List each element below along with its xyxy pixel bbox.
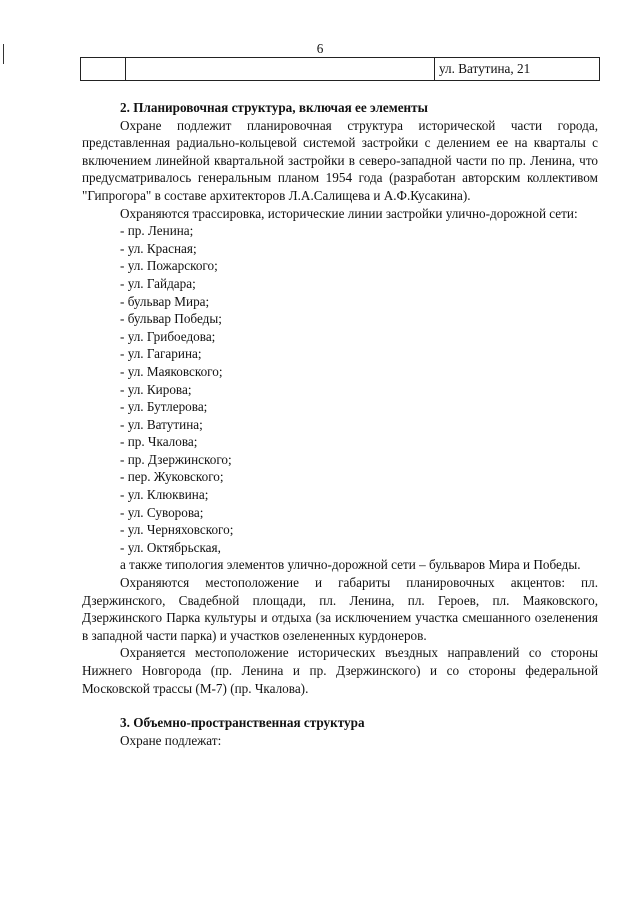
list-item: - ул. Маяковского; <box>120 363 223 379</box>
list-item: - ул. Октябрьская, <box>120 539 221 555</box>
list-item: - ул. Гайдара; <box>120 275 196 291</box>
list-item: - ул. Суворова; <box>120 504 204 520</box>
table-row <box>81 58 600 81</box>
section-2-heading: 2. Планировочная структура, включая ее элементы <box>120 100 428 115</box>
section-spacer <box>82 697 598 714</box>
list-item: - ул. Красная; <box>120 240 197 256</box>
list-item: - пр. Дзержинского; <box>120 451 232 467</box>
table-cell-name <box>126 58 435 81</box>
list-item: - ул. Кирова; <box>120 381 192 397</box>
section-2-paragraph-4: Охраняются местоположение и габариты планировочных акцентов: пл. Дзержинского, Свадебной площади, пл. Ленина, пл. Героев, пл. Маяковского, Дзержинского Парка культуры и отдыха (за исключением участка смешанного озеленения в западной части парка) и участков озелененных курдонеров. <box>82 575 598 643</box>
section-3-heading: 3. Объемно-пространственная структура <box>120 715 365 731</box>
list-item: - ул. Пожарского; <box>120 258 218 274</box>
table-cell-address: ул. Ватутина, 21 <box>435 58 600 81</box>
section-2-paragraph-2: Охраняются трассировка, исторические линии застройки улично-дорожной сети: <box>120 205 578 221</box>
streets-list <box>82 222 598 556</box>
document-body <box>82 99 598 749</box>
list-item: - пр. Чкалова; <box>120 434 198 450</box>
list-item: - ул. Ватутина; <box>120 416 203 432</box>
list-item: - ул. Клюквина; <box>120 487 209 503</box>
section-3-paragraph-1: Охране подлежат: <box>120 732 222 748</box>
list-item: - бульвар Мира; <box>120 293 210 309</box>
section-2-paragraph-1: Охране подлежит планировочная структура исторической части города, представленная радиально-кольцевой системой застройки с делением ее на кварталы с включением линейной квартальной застройки в северо-западной части по пр. Ленина, что предусматривалось генеральным планом 1954 года (разработан авторским коллективом "Гипрогора" в составе архитекторов Л.А.Салищева и А.Ф.Кусакина). <box>82 117 598 203</box>
list-item: - ул. Гагарина; <box>120 346 202 362</box>
list-item: - бульвар Победы; <box>120 311 222 327</box>
list-item: - ул. Черняховского; <box>120 522 234 538</box>
page-number: 6 <box>316 41 324 56</box>
list-item: - пр. Ленина; <box>120 223 194 239</box>
table-cell-number <box>81 58 126 81</box>
list-item: - пер. Жуковского; <box>120 469 224 485</box>
continued-table <box>80 57 600 81</box>
section-2-paragraph-3: а также типология элементов улично-дорожной сети – бульваров Мира и Победы. <box>120 557 581 573</box>
list-item: - ул. Грибоедова; <box>120 328 216 344</box>
section-2-paragraph-5: Охраняется местоположение исторических въездных направлений со стороны Нижнего Новгорода (пр. Ленина и пр. Дзержинского) и со стороны федеральной Московской трассы (М-7) (пр. Чкалова). <box>82 645 598 696</box>
list-item: - ул. Бутлерова; <box>120 399 208 415</box>
